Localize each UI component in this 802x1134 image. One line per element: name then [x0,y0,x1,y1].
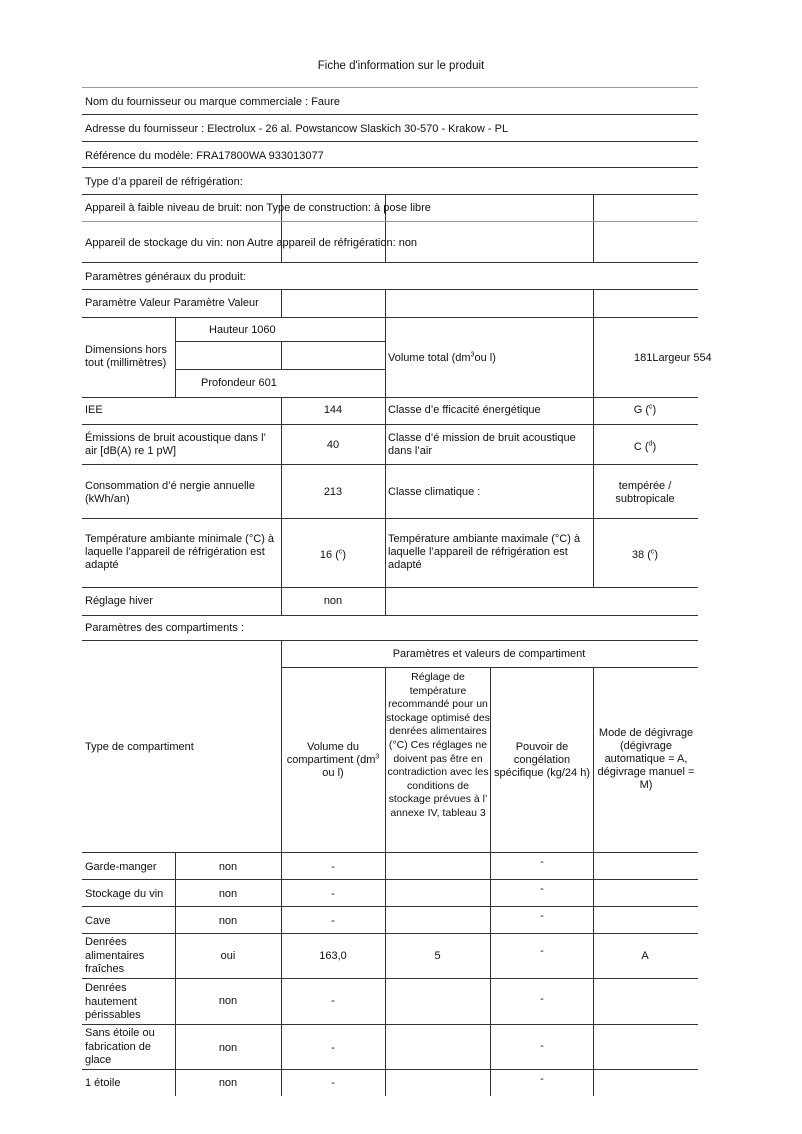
iee-label: IEE [85,404,103,416]
comp-present: non [218,915,238,927]
compartments-heading: Paramètres des compartiments : [85,622,244,634]
total-volume-value: 181Largeur 554 [634,352,712,364]
min-temp-label: Température ambiante minimale (°C) à laquelle l’appareil de réfrigération est adapté [85,533,275,571]
divider [82,424,698,425]
divider [82,978,698,979]
divider [175,341,385,342]
col-divider [281,397,282,615]
noise-label: Émissions de bruit acoustique dans l’ air [dB(A) re 1 pW] [85,432,266,457]
low-noise-row: Appareil à faible niveau de bruit: non Type de construction: à pose libre [85,202,431,214]
comp-volume: - [331,915,335,927]
comp-freezing: - [540,945,544,957]
iee-value: 144 [323,404,343,416]
comp-volume: - [331,1077,335,1089]
divider [281,667,698,668]
climate-label: Classe climatique : [388,486,481,498]
appliance-type-heading: Type d’a ppareil de réfrigération: [85,176,243,188]
comp-present: non [218,888,238,900]
comp-name: Denrées hautement périssables [85,982,141,1021]
max-temp-value: 38 ($^c$) [631,548,659,561]
dimensions-label: Dimensions hors tout (millimètres) [85,344,167,369]
divider [82,194,698,195]
col-divider [593,289,594,587]
divider [82,289,698,290]
divider [82,1069,698,1070]
climate-value: tempérée / subtropicale [615,480,675,505]
noise-class-label: Classe d’é mission de bruit acoustique dans l’air [388,432,576,457]
comp-name: Garde-manger [85,861,157,873]
comp-defrost-header: Mode de dégivrage (dégivrage automatique = A, dégivrage manuel = M) [597,727,695,791]
comp-params-group-header: Paramètres et valeurs de compartiment [392,648,586,660]
noise-class-value: C ($^d$) [633,440,657,453]
divider [82,1024,698,1025]
divider [82,518,698,519]
min-temp-value: 16 ($^c$) [319,548,347,561]
divider [82,221,698,222]
general-params-heading: Paramètres généraux du produit: [85,271,246,283]
comp-present: non [218,995,238,1007]
comp-freezing-header: Pouvoir de congélation spécifique (kg/24 h) [494,741,590,779]
comp-name: Sans étoile ou fabrication de glace [85,1027,155,1066]
comp-name: Stockage du vin [85,888,164,900]
comp-present: non [218,861,238,873]
energy-class-value: G ($^c$) [633,403,657,416]
col-divider [281,341,282,369]
divider [82,615,698,616]
consumption-value: 213 [323,486,343,498]
comp-volume-header: Volume du compartiment ($dm^3$ ou l) [286,741,380,779]
comp-volume: - [331,888,335,900]
comp-freezing: - [540,883,544,895]
comp-present: non [218,1042,238,1054]
divider [82,464,698,465]
energy-class-label: Classe d’e fficacité énergétique [388,404,541,416]
comp-freezing: - [540,1040,544,1052]
col-divider [175,317,176,397]
max-temp-label: Température ambiante maximale (°C) à laquelle l’appareil de réfrigération est adapté [388,533,581,571]
col-divider [281,289,282,317]
divider [82,87,698,88]
comp-name: Cave [85,915,111,927]
comp-name: 1 étoile [85,1077,121,1089]
divider [82,167,698,168]
total-volume-label: Volume total ($dm^3ou$ l) [388,351,496,364]
comp-name: Denrées alimentaires fraîches [85,936,145,975]
comp-volume: - [331,1042,335,1054]
winter-label: Réglage hiver [85,595,153,607]
comp-temp-header: Réglage de température recommandé pour un stockage optimisé des denrées alimentaires (°C) Ces réglages ne doivent pas être en contradiction avec les conditions de stockage prévues à l’ annexe IV, tableau 3 [386,671,490,819]
comp-present: oui [220,950,236,962]
comp-freezing: - [540,856,544,868]
consumption-label: Consommation d’é nergie annuelle (kWh/an) [85,480,255,505]
divider [82,397,698,398]
col-divider [385,289,386,615]
comp-volume: 163,0 [319,950,347,962]
comp-freezing: - [540,1073,544,1085]
wine-storage-row: Appareil de stockage du vin: non Autre appareil de réfrigération: non [85,237,418,249]
noise-value: 40 [326,439,340,451]
height-value: Hauteur 1060 [209,324,276,336]
divider [82,640,698,641]
divider [82,906,698,907]
divider [82,852,698,853]
page-title: Fiche d'information sur le produit [317,60,485,72]
comp-freezing: - [540,910,544,922]
divider [82,587,698,588]
winter-value: non [323,595,343,607]
param-header: Paramètre Valeur Paramètre Valeur [85,297,259,309]
comp-temp: 5 [434,950,441,962]
divider [82,114,698,115]
supplier-name: Nom du fournisseur ou marque commerciale : Faure [85,96,340,108]
depth-value: Profondeur 601 [201,377,277,389]
model-reference: Référence du modèle: FRA17800WA 933013077 [85,150,324,162]
comp-present: non [218,1077,238,1089]
divider [82,879,698,880]
divider [82,141,698,142]
divider [175,369,385,370]
supplier-address: Adresse du fournisseur : Electrolux - 26 al. Powstancow Slaskich 30-570 - Krakow - PL [85,123,509,135]
col-divider [593,194,594,262]
comp-type-header: Type de compartiment [85,741,194,753]
divider [82,262,698,263]
comp-defrost: A [641,950,649,962]
divider [82,933,698,934]
comp-freezing: - [540,993,544,1005]
comp-volume: - [331,995,335,1007]
comp-volume: - [331,861,335,873]
